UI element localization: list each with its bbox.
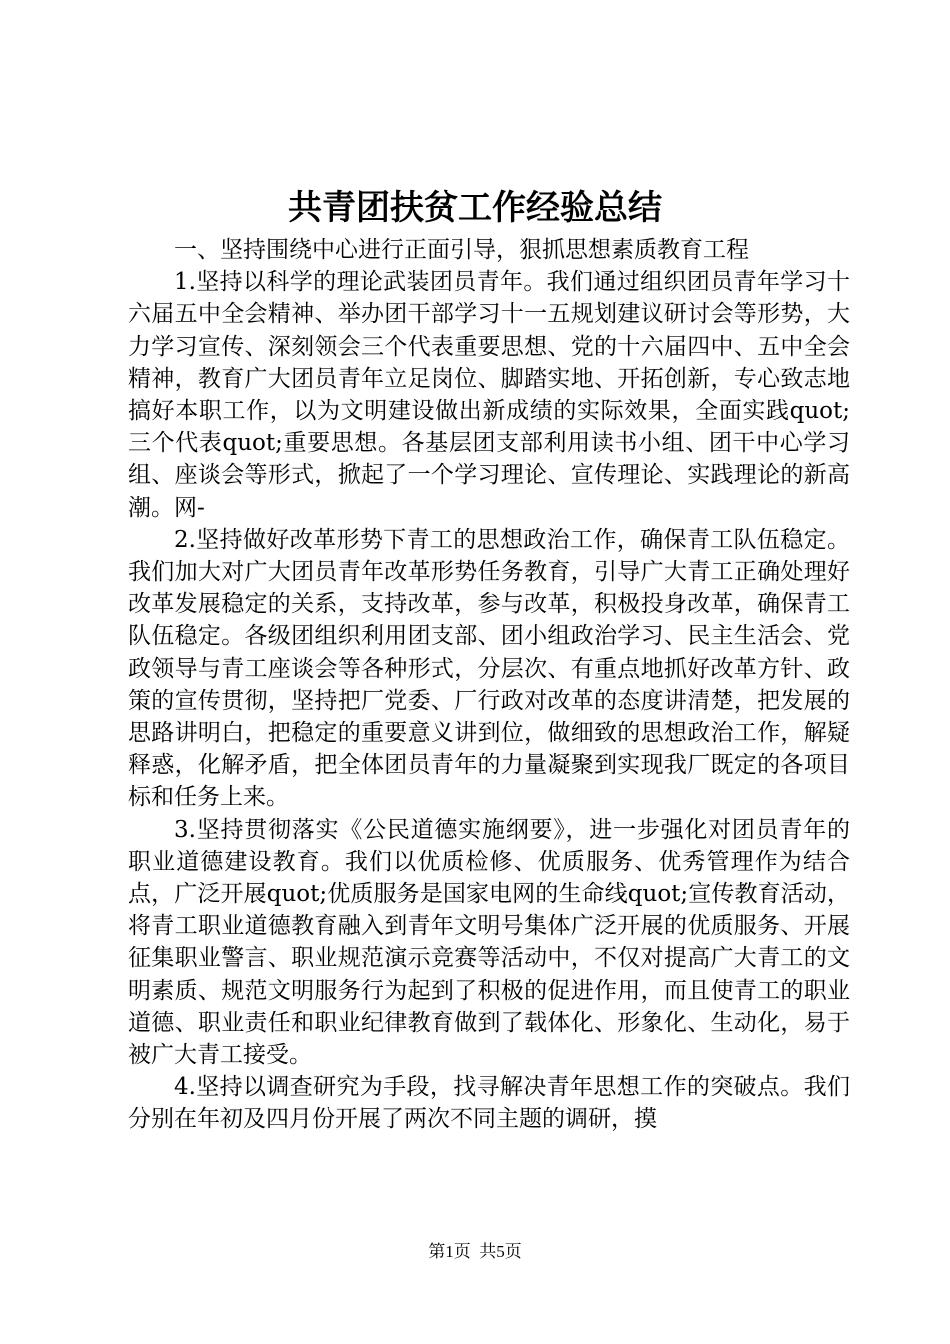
page-footer bbox=[0, 1240, 950, 1264]
document-body bbox=[128, 234, 850, 1136]
section-heading: 一、坚持围绕中心进行正面引导，狠抓思想素质教育工程 bbox=[174, 237, 749, 263]
body-paragraph: 3.坚持贯彻落实《公民道德实施纲要》，进一步强化对团员青年的职业道德建设教育。我们以优质检修、优质服务、优秀管理作为结合点，广泛开展quot;优质服务是国家电网的生命线quot;宣传教育活动，将青工职业道德教育融入到青年文明号集体广泛开展的优质服务、开展征集职业警言、职业规范演示竞赛等活动中，不仅对提高广大青工的文明素质、规范文明服务行为起到了积极的促进作用，而且使青工的职业道德、职业责任和职业纪律教育做到了载体化、形象化、生动化，易于被广大青工接受。 bbox=[128, 816, 850, 1069]
footer-separator bbox=[471, 1242, 480, 1261]
body-paragraph: 2.坚持做好改革形势下青工的思想政治工作，确保青工队伍稳定。我们加大对广大团员青年改革形势任务教育，引导广大青工正确处理好改革发展稳定的关系，支持改革，参与改革，积极投身改革，确保青工队伍稳定。各级团组织利用团支部、团小组政治学习、民主生活会、党政领导与青工座谈会等各种形式，分层次、有重点地抓好改革方针、政策的宣传贯彻，坚持把厂党委、厂行政对改革的态度讲清楚，把发展的思路讲明白，把稳定的重要意义讲到位，做细致的思想政治工作，解疑释惑，化解矛盾，把全体团员青年的力量凝聚到实现我厂既定的各项目标和任务上来。 bbox=[128, 526, 850, 811]
body-paragraph: 4.坚持以调查研究为手段，找寻解决青年思想工作的突破点。我们分别在年初及四月份开展了两次不同主题的调研，摸 bbox=[128, 1074, 850, 1133]
body-paragraph: 1.坚持以科学的理论武装团员青年。我们通过组织团员青年学习十六届五中全会精神、举办团干部学习十一五规划建议研讨会等形势，大力学习宣传、深刻领会三个代表重要思想、党的十六届四中、五中全会精神，教育广大团员青年立足岗位、脚踏实地、开拓创新，专心致志地搞好本职工作，以为文明建设做出新成绩的实际效果，全面实践quot;三个代表quot;重要思想。各基层团支部利用读书小组、团干中心学习组、座谈会等形式，掀起了一个学习理论、宣传理论、实践理论的新高潮。网- bbox=[128, 269, 850, 521]
page-number-current: 第1页 bbox=[428, 1242, 471, 1261]
document-title: 共青团扶贫工作经验总结 bbox=[288, 188, 662, 228]
page-number-total: 共5页 bbox=[479, 1242, 522, 1261]
